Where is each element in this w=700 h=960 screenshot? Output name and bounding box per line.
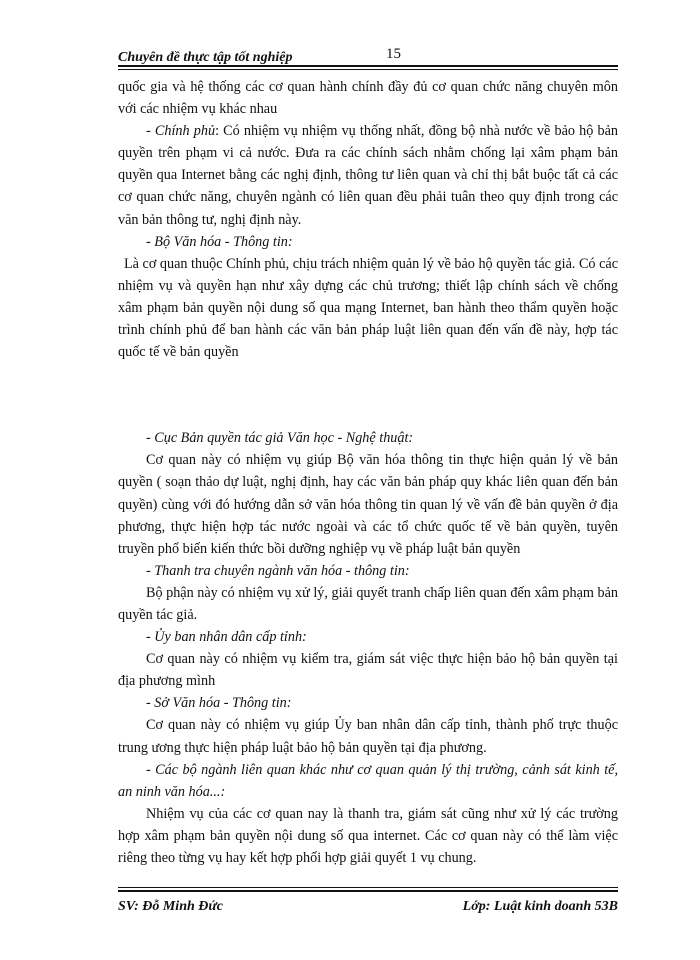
document-title: Chuyên đề thực tập tốt nghiệp [118,50,293,65]
paragraph-ministry-culture: Là cơ quan thuộc Chính phủ, chịu trách nhiệm quản lý về bảo hộ quyền tác giả. Có các nhiệm vụ và quyền hạn như xây dựng các chủ trương; thiết lập chính sách về chống xâm phạm bản quyền nội dung số qua mạng Internet, ban hành theo thẩm quyền hoặc trình chính phủ để ban hành các văn bản pháp luật liên quan đến vấn đề này, hợp tác quốc tế về bản quyền [118,255,618,361]
header-rule-thick [118,65,618,67]
heading-copyright-office: - Cục Bản quyền tác giả Văn học - Nghệ thuật: [146,430,414,447]
bullet-dash: - [146,123,155,140]
paragraph-department-culture: Cơ quan này có nhiệm vụ giúp Ủy ban nhân dân cấp tỉnh, thành phố trực thuộc trung ương thực hiện pháp luật bảo hộ bản quyền tại địa phương. [118,717,618,756]
page-number: 15 [386,46,401,62]
paragraph-government-text: : Có nhiệm vụ nhiệm vụ thống nhất, đồng bộ nhà nước về bảo hộ bản quyền trên phạm vi cả nước. Đưa ra các chính sách nhằm chống lại xâm phạm bản quyền qua Internet bằng các nghị định, thông tư liên quan và chỉ thị bắt buộc tất cả các cơ quan chức năng, chuyên ngành có liên quan đều phải tuân theo quy định trong các văn bản thông tư, nghị định này. [118,123,619,228]
paragraph-continuation: quốc gia và hệ thống các cơ quan hành chính đầy đủ cơ quan chức năng chuyên môn với các nhiệm vụ khác nhau [118,79,618,118]
heading-provincial-committee: - Ủy ban nhân dân cấp tỉnh: [146,629,307,646]
footer-student-name: SV: Đỗ Minh Đức [118,899,223,914]
blank-space [118,363,618,427]
header-rule-thin [118,69,618,70]
paragraph-copyright-office: Cơ quan này có nhiệm vụ giúp Bộ văn hóa thông tin thực hiện quản lý về bản quyền ( soạn thảo dự luật, nghị định, hay các văn bản pháp quy khác liên quan đến bản quyền) cùng với đó hướng dẫn sở văn hóa thông tin quan lý về vấn đề bản quyền ở địa phương, thực hiện hợp tác nước ngoài và các tổ chức quốc tế về bản quyền, tuyên truyền phổ biến kiến thức bồi dưỡng nghiệp vụ về pháp luật bản quyền [118,452,618,557]
heading-ministry-culture: - Bộ Văn hóa - Thông tin: [146,233,293,250]
paragraph-related-agencies: Nhiệm vụ của các cơ quan nay là thanh tra, giám sát cũng như xử lý các trường hợp xâm phạm bản quyền nội dung số qua internet. Các cơ quan này có thể làm việc riêng theo từng vụ hay kết hợp phối hợp giải quyết 1 vụ chung. [118,805,618,866]
term-government: Chính phủ [154,123,216,140]
page-header [118,44,618,66]
footer-rule-thick [118,890,618,892]
footer-class-name: Lớp: Luật kinh doanh 53B [462,899,618,914]
paragraph-provincial-committee: Cơ quan này có nhiệm vụ kiểm tra, giám sát việc thực hiện bảo hộ bản quyền tại địa phương mình [118,651,618,690]
paragraph-inspectorate: Bộ phận này có nhiệm vụ xử lý, giải quyết tranh chấp liên quan đến xâm phạm bản quyền tác giả. [118,584,618,623]
heading-department-culture: - Sở Văn hóa - Thông tin: [146,695,292,712]
page-body [118,76,618,869]
paragraph-government [118,120,618,230]
heading-related-agencies: - Các bộ ngành liên quan khác như cơ quan quản lý thị trường, cảnh sát kinh tế, an ninh văn hóa...: [118,761,618,800]
footer-rule-thin [118,887,618,888]
heading-inspectorate: - Thanh tra chuyên ngành văn hóa - thông tin: [146,562,410,579]
